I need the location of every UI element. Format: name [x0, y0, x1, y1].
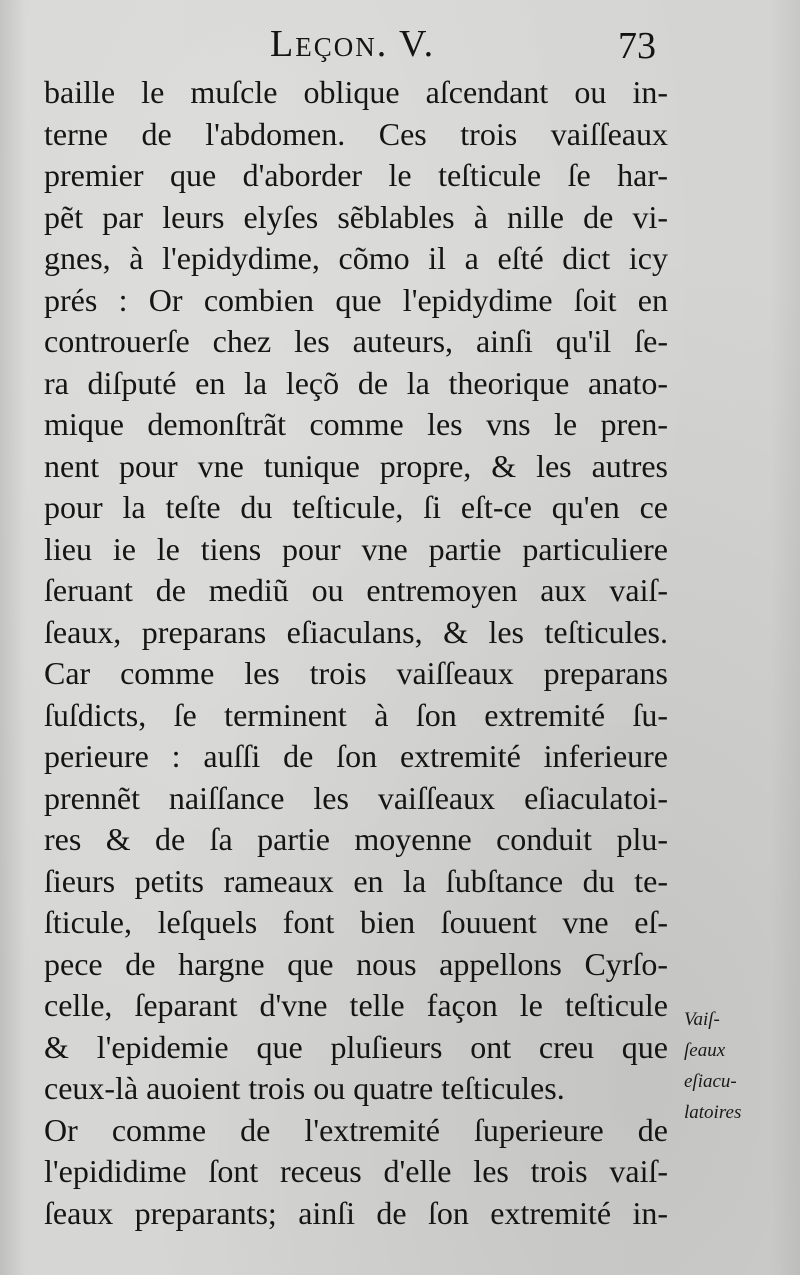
text-line: & l'epidemie que pluſieurs ont creu que — [44, 1028, 668, 1065]
text-line: prennẽt naiſſance les vaiſſeaux eſiaculatoi- — [44, 779, 668, 816]
text-line: pẽt par leurs elyſes sẽblables à nille de vi- — [44, 198, 668, 235]
marginal-note-line: ſeaux — [684, 1040, 726, 1061]
text-line: Or comme de l'extremité ſuperieure de — [44, 1111, 668, 1148]
text-line: terne de l'abdomen. Ces trois vaiſſeaux — [44, 115, 668, 152]
text-line: prés : Or combien que l'epidydime ſoit en — [44, 281, 668, 318]
text-line: controuerſe chez les auteurs, ainſi qu'il ſe- — [44, 323, 668, 359]
text-line: ſeaux preparants; ainſi de ſon extremité in- — [44, 1194, 668, 1231]
text-line: premier que d'aborder le teſticule ſe har- — [44, 157, 668, 193]
text-line: res & de ſa partie moyenne conduit plu- — [44, 821, 668, 857]
text-line: ſuſdicts, ſe terminent à ſon extremité ſu- — [44, 696, 668, 733]
text-line: baille le muſcle oblique aſcendant ou in- — [44, 74, 668, 110]
text-line: mique demonſtrãt comme les vns le pren- — [44, 406, 668, 442]
text-line: celle, ſeparant d'vne telle façon le teſticule — [44, 987, 668, 1023]
body-text — [44, 72, 668, 1234]
marginal-note-line: latoires — [684, 1102, 742, 1123]
text-line: ſeruant de mediũ ou entremoyen aux vaiſ- — [44, 572, 668, 608]
text-line: gnes, à l'epidydime, cõmo il a eſté dict icy — [44, 240, 668, 276]
marginal-note-line: eſiacu- — [684, 1071, 737, 1092]
text-line: ra diſputé en la leçõ de la theorique anato- — [44, 364, 668, 401]
page-header — [0, 22, 800, 66]
text-line: Car comme les trois vaiſſeaux preparans — [44, 655, 668, 691]
text-line: ſticule, leſquels font bien ſouuent vne eſ- — [44, 904, 668, 940]
page-number: 73 — [618, 25, 656, 67]
text-line: ſieurs petits rameaux en la ſubſtance du te- — [44, 862, 668, 899]
text-line: nent pour vne tunique propre, & les autres — [44, 447, 668, 484]
marginal-note — [684, 1004, 784, 1128]
text-line: ceux-là auoient trois ou quatre teſticules. — [44, 1070, 565, 1106]
text-line: l'epididime ſont receus d'elle les trois vaiſ- — [44, 1153, 668, 1189]
text-line: ſeaux, preparans eſiaculans, & les teſticules. — [44, 613, 668, 650]
text-line: lieu ie le tiens pour vne partie particuliere — [44, 530, 668, 567]
running-title: Leçon. V. — [270, 23, 436, 65]
text-line: pece de hargne que nous appellons Cyrſo- — [44, 945, 668, 982]
text-line: pour la teſte du teſticule, ſi eſt-ce qu'en ce — [44, 489, 668, 525]
marginal-note-line: Vaiſ- — [684, 1009, 720, 1030]
text-line: perieure : auſſi de ſon extremité inferieure — [44, 738, 668, 774]
